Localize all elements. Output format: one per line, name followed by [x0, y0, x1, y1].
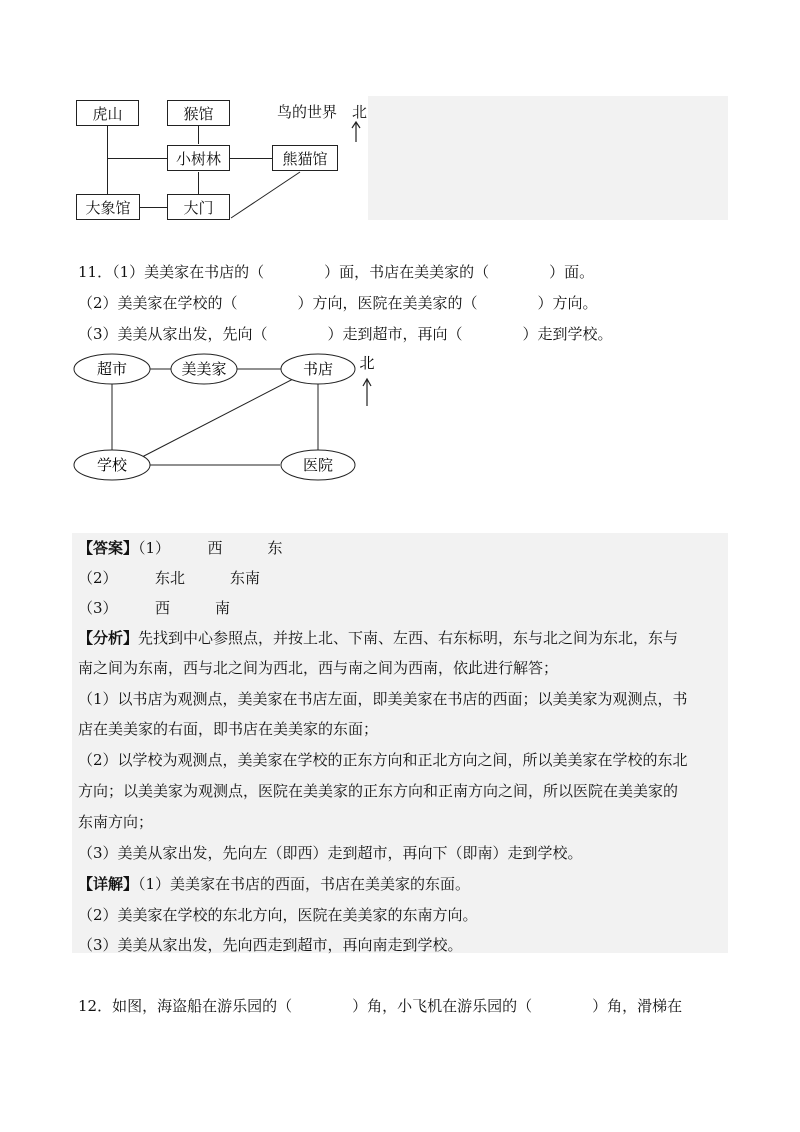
map-line — [142, 378, 295, 457]
north-arrow-icon — [350, 120, 362, 144]
answer-tag: 【答案】 — [78, 539, 139, 557]
analysis-2-line-3: 东南方向； — [78, 813, 154, 831]
label-bookstore: 书店 — [302, 360, 334, 378]
analysis-intro-1: 先找到中心参照点，并按上北、下南、左西、右东标明，东与北之间为东北，东与 — [138, 629, 679, 647]
answer-3: （3） 西 南 — [78, 599, 231, 617]
detail-tag: 【详解】 — [78, 875, 139, 893]
box-monkey-house: 猴馆 — [167, 100, 230, 126]
analysis-intro-2: 南之间为东南，西与北之间为西北，西与南之间为西南，依此进行解答； — [78, 659, 559, 677]
detail-1: （1）美美家在书店的西面，书店在美美家的东面。 — [138, 875, 471, 893]
analysis-2-line-2: 方向；以美美家为观测点，医院在美美家的正东方向和正南方向之间，所以医院在美美家的 — [78, 782, 679, 800]
analysis-1-line-1: （1）以书店为观测点，美美家在书店左面，即美美家在书店的西面；以美美家为观测点，书 — [78, 690, 688, 708]
answer-2: （2） 东北 东南 — [78, 569, 261, 587]
q11-line-1: 11．（1）美美家在书店的（ ）面，书店在美美家的（ ）面。 — [78, 263, 595, 281]
detail-2: （2）美美家在学校的东北方向，医院在美美家的东南方向。 — [78, 906, 478, 924]
q11-north-label: 北 — [359, 354, 375, 372]
q11-line-3: （3）美美从家出发，先向（ ）走到超市，再向（ ）走到学校。 — [78, 325, 613, 343]
q11-line-2: （2）美美家在学校的（ ）方向，医院在美美家的（ ）方向。 — [78, 294, 598, 312]
box-elephant-house: 大象馆 — [76, 194, 140, 220]
box-hushan: 虎山 — [76, 100, 139, 126]
analysis-line-1 — [78, 627, 678, 649]
detail-line-1 — [78, 873, 470, 895]
answer-line-1 — [78, 537, 283, 559]
q11-map — [70, 348, 390, 488]
box-panda-house: 熊猫馆 — [272, 145, 338, 171]
analysis-2-line-1: （2）以学校为观测点，美美家在学校的正东方向和正北方向之间，所以美美家在学校的东北 — [78, 751, 688, 769]
bird-world-label: 鸟的世界 — [277, 103, 338, 121]
box-gate: 大门 — [167, 194, 230, 220]
label-hospital: 医院 — [302, 456, 334, 474]
detail-3: （3）美美从家出发，先向西走到超市，再向南走到学校。 — [78, 936, 463, 954]
analysis-1-line-2: 店在美美家的右面，即书店在美美家的东面； — [78, 720, 379, 738]
north-label: 北 — [352, 103, 368, 121]
label-supermarket: 超市 — [96, 360, 128, 378]
label-school: 学校 — [96, 456, 128, 474]
box-grove: 小树林 — [167, 145, 230, 171]
zoo-map — [72, 96, 368, 220]
answer-1: （1） 西 东 — [138, 539, 283, 557]
analysis-tag: 【分析】 — [78, 629, 139, 647]
label-meimei-home: 美美家 — [181, 360, 227, 378]
q12-line-1: 12．如图，海盗船在游乐园的（ ）角，小飞机在游乐园的（ ）角，滑梯在 — [78, 997, 683, 1015]
analysis-3: （3）美美从家出发，先向左（即西）走到超市，再向下（即南）走到学校。 — [78, 844, 583, 862]
